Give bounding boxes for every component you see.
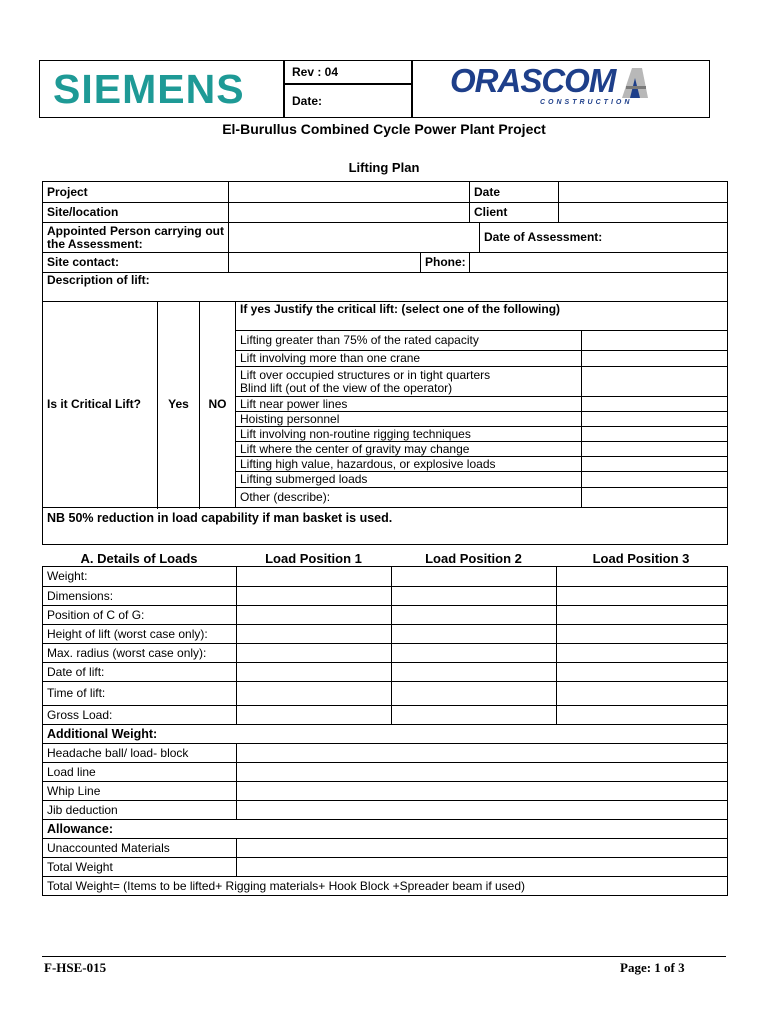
load-cell[interactable] bbox=[392, 682, 557, 706]
project-label: Project bbox=[43, 182, 229, 203]
critical-check[interactable] bbox=[582, 367, 728, 397]
load-cell[interactable] bbox=[392, 567, 557, 587]
critical-item: Other (describe): bbox=[236, 488, 582, 508]
header-date-label: Date: bbox=[292, 94, 323, 108]
rev-label: Rev : 04 bbox=[292, 65, 339, 79]
critical-check[interactable] bbox=[582, 412, 728, 427]
additional-row-label: Headache ball/ load- block bbox=[43, 744, 237, 763]
phone-field[interactable] bbox=[470, 253, 728, 273]
load-row-label: Position of C of G: bbox=[43, 606, 237, 625]
allowance-row-label: Unaccounted Materials bbox=[43, 839, 237, 858]
appointed-label: Appointed Person carrying out the Assessment: bbox=[43, 223, 229, 253]
critical-check[interactable] bbox=[582, 442, 728, 457]
header-divider-h bbox=[283, 83, 412, 85]
critical-item: Lift where the center of gravity may change bbox=[236, 442, 582, 457]
load-cell[interactable] bbox=[392, 587, 557, 606]
document-subtitle: Lifting Plan bbox=[348, 160, 420, 175]
load-cell[interactable] bbox=[557, 706, 728, 725]
load-cell[interactable] bbox=[237, 663, 392, 682]
additional-cell[interactable] bbox=[237, 801, 728, 820]
critical-item: Lift near power lines bbox=[236, 397, 582, 412]
load-cell[interactable] bbox=[557, 625, 728, 644]
load-row-label: Date of lift: bbox=[43, 663, 237, 682]
load-cell[interactable] bbox=[237, 606, 392, 625]
siemens-logo: SIEMENS bbox=[53, 66, 245, 112]
orascom-emblem-icon bbox=[620, 64, 650, 98]
total-weight-formula: Total Weight= (Items to be lifted+ Rigging materials+ Hook Block +Spreader beam if used) bbox=[43, 877, 728, 896]
site-contact-field[interactable] bbox=[229, 253, 421, 273]
critical-no[interactable]: NO bbox=[200, 302, 236, 508]
critical-yes[interactable]: Yes bbox=[158, 302, 200, 508]
critical-item: Lifting submerged loads bbox=[236, 472, 582, 488]
allowance-cell[interactable] bbox=[237, 858, 728, 877]
critical-check[interactable] bbox=[582, 427, 728, 442]
load-cell[interactable] bbox=[237, 587, 392, 606]
load-position-2-heading: Load Position 2 bbox=[425, 551, 522, 566]
document-title: El-Burullus Combined Cycle Power Plant Project bbox=[222, 121, 546, 137]
critical-question: Is it Critical Lift? bbox=[43, 302, 158, 508]
load-position-1-heading: Load Position 1 bbox=[265, 551, 362, 566]
load-cell[interactable] bbox=[557, 682, 728, 706]
loads-heading: A. Details of Loads bbox=[80, 551, 198, 566]
orascom-tagline: CONSTRUCTION bbox=[540, 99, 633, 106]
date-label: Date bbox=[470, 182, 559, 203]
site-field[interactable] bbox=[229, 203, 470, 223]
load-cell[interactable] bbox=[557, 663, 728, 682]
project-field[interactable] bbox=[229, 182, 470, 203]
critical-item: Lift involving more than one crane bbox=[236, 351, 582, 367]
additional-cell[interactable] bbox=[237, 782, 728, 801]
load-cell[interactable] bbox=[237, 644, 392, 663]
date-assessment-label: Date of Assessment: bbox=[480, 223, 728, 253]
critical-item: Lifting greater than 75% of the rated capacity bbox=[236, 331, 582, 351]
critical-check[interactable] bbox=[582, 472, 728, 488]
load-cell[interactable] bbox=[557, 587, 728, 606]
critical-item: Lifting high value, hazardous, or explosive loads bbox=[236, 457, 582, 472]
description-label: Description of lift: bbox=[43, 273, 728, 302]
client-label: Client bbox=[470, 203, 559, 223]
load-row-label: Gross Load: bbox=[43, 706, 237, 725]
client-field[interactable] bbox=[559, 203, 728, 223]
site-label: Site/location bbox=[43, 203, 229, 223]
load-row-label: Dimensions: bbox=[43, 587, 237, 606]
critical-item: Blind lift (out of the view of the operator) bbox=[240, 380, 453, 395]
load-cell[interactable] bbox=[392, 606, 557, 625]
critical-check[interactable] bbox=[582, 331, 728, 351]
load-cell[interactable] bbox=[557, 644, 728, 663]
loads-table bbox=[42, 566, 728, 896]
justify-heading: If yes Justify the critical lift: (select one of the following) bbox=[236, 302, 728, 331]
critical-check[interactable] bbox=[582, 351, 728, 367]
allowance-row-label: Total Weight bbox=[43, 858, 237, 877]
info-table bbox=[42, 181, 728, 302]
load-row-label: Height of lift (worst case only): bbox=[43, 625, 237, 644]
additional-cell[interactable] bbox=[237, 763, 728, 782]
header-divider-2 bbox=[411, 60, 413, 118]
additional-row-label: Whip Line bbox=[43, 782, 237, 801]
header-divider-1 bbox=[283, 60, 285, 118]
critical-item: Hoisting personnel bbox=[236, 412, 582, 427]
additional-cell[interactable] bbox=[237, 744, 728, 763]
site-contact-label: Site contact: bbox=[43, 253, 229, 273]
critical-item: Lift over occupied structures or in tight quarters bbox=[240, 367, 491, 382]
footer-rule bbox=[42, 956, 726, 957]
nb-note: NB 50% reduction in load capability if man basket is used. bbox=[43, 508, 728, 545]
load-cell[interactable] bbox=[557, 567, 728, 587]
load-position-3-heading: Load Position 3 bbox=[592, 551, 690, 566]
date-field[interactable] bbox=[559, 182, 728, 203]
additional-row-label: Load line bbox=[43, 763, 237, 782]
form-number: F-HSE-015 bbox=[44, 960, 107, 975]
load-row-label: Max. radius (worst case only): bbox=[43, 644, 237, 663]
allowance-cell[interactable] bbox=[237, 839, 728, 858]
additional-row-label: Jib deduction bbox=[43, 801, 237, 820]
critical-lift-table bbox=[42, 301, 728, 545]
page-number: Page: 1 of 3 bbox=[620, 960, 685, 975]
load-cell[interactable] bbox=[237, 706, 392, 725]
load-row-label: Weight: bbox=[43, 567, 237, 587]
load-cell[interactable] bbox=[237, 682, 392, 706]
orascom-logo: ORASCOM bbox=[450, 62, 616, 99]
load-cell[interactable] bbox=[392, 625, 557, 644]
critical-check[interactable] bbox=[582, 488, 728, 508]
appointed-field[interactable] bbox=[229, 223, 480, 253]
load-row-label: Time of lift: bbox=[43, 682, 237, 706]
load-cell[interactable] bbox=[392, 644, 557, 663]
phone-label: Phone: bbox=[421, 253, 470, 273]
load-cell[interactable] bbox=[392, 663, 557, 682]
critical-item-pair bbox=[236, 367, 582, 397]
load-cell[interactable] bbox=[557, 606, 728, 625]
allowance-heading: Allowance: bbox=[43, 820, 728, 839]
critical-check[interactable] bbox=[582, 397, 728, 412]
load-cell[interactable] bbox=[392, 706, 557, 725]
critical-item: Lift involving non-routine rigging techniques bbox=[236, 427, 582, 442]
critical-check[interactable] bbox=[582, 457, 728, 472]
load-cell[interactable] bbox=[237, 567, 392, 587]
additional-weight-heading: Additional Weight: bbox=[43, 725, 728, 744]
load-cell[interactable] bbox=[237, 625, 392, 644]
